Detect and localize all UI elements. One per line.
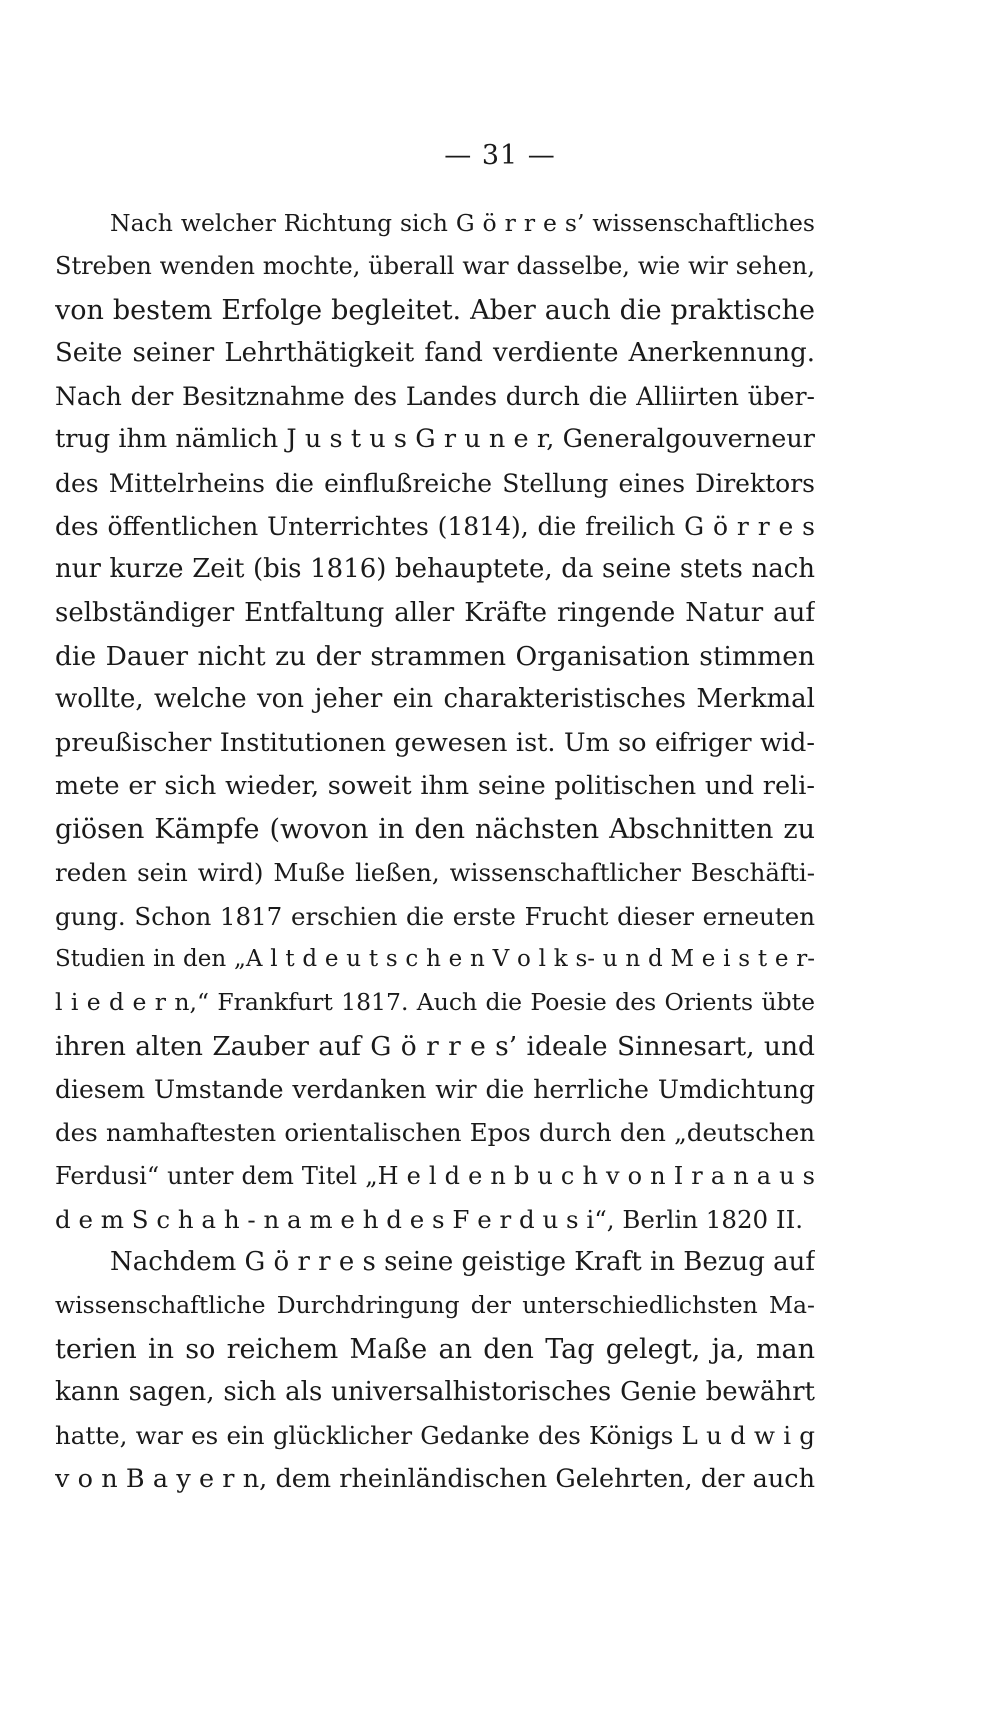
text-line: des namhaftesten orientalischen Epos durch den „deutschen <box>55 1118 815 1148</box>
text-line: wollte, welche von jeher ein charakteristisches Merkmal <box>55 684 815 715</box>
text-line: preußischer Institutionen gewesen ist. Um so eifriger wid- <box>55 727 815 758</box>
text-line: reden sein wird) Muße ließen, wissenschaftlicher Beschäfti- <box>55 858 815 888</box>
text-line: Studien in den „A l t d e u t s c h e n V o l k s- u n d M e i s t e r- <box>55 946 815 973</box>
text-line: Nach welcher Richtung sich G ö r r e s’ wissenschaftliches <box>110 209 815 237</box>
text-line: des Mittelrheins die einflußreiche Stellung eines Direktors <box>55 468 815 498</box>
text-line: trug ihm nämlich J u s t u s G r u n e r, Generalgouverneur <box>55 424 815 455</box>
text-line: terien in so reichem Maße an den Tag gelegt, ja, man <box>55 1333 815 1365</box>
text-line: Nachdem G ö r r e s seine geistige Kraft in Bezug auf <box>110 1247 815 1278</box>
text-line: Nach der Besitznahme des Landes durch die Alliirten über- <box>55 382 815 412</box>
text-line: kann sagen, sich als universalhistorisches Genie bewährt <box>55 1377 815 1408</box>
page-number: — 31 — <box>444 140 556 171</box>
text-line: selbständiger Entfaltung aller Kräfte ringende Natur auf <box>55 597 815 628</box>
text-line: mete er sich wieder, soweit ihm seine politischen und reli- <box>55 770 815 801</box>
text-line: des öffentlichen Unterrichtes (1814), die freilich G ö r r e s <box>55 512 815 542</box>
text-line: die Dauer nicht zu der strammen Organisation stimmen <box>55 640 815 672</box>
text-line: hatte, war es ein glücklicher Gedanke des Königs L u d w i g <box>55 1421 815 1451</box>
text-line: Seite seiner Lehrthätigkeit fand verdiente Anerkennung. <box>55 337 815 368</box>
text-line: giösen Kämpfe (wovon in den nächsten Abschnitten zu <box>55 814 815 846</box>
text-line: nur kurze Zeit (bis 1816) behauptete, da seine stets nach <box>55 554 815 585</box>
text-line: diesem Umstande verdanken wir die herrliche Umdichtung <box>55 1074 815 1104</box>
text-line: Streben wenden mochte, überall war dasselbe, wie wir sehen, <box>55 252 815 281</box>
text-line: Ferdusi“ unter dem Titel „H e l d e n b u c h v o n I r a n a u s <box>55 1161 815 1190</box>
text-line: wissenschaftliche Durchdringung der unterschiedlichsten Ma- <box>55 1291 815 1320</box>
text-line: ihren alten Zauber auf G ö r r e s’ ideale Sinnesart, und <box>55 1030 815 1062</box>
text-line: d e m S c h a h - n a m e h d e s F e r d u s i“, Berlin 1820 II. <box>55 1204 804 1234</box>
text-line: gung. Schon 1817 erschien die erste Frucht dieser erneuten <box>55 901 815 931</box>
text-line: l i e d e r n,“ Frankfurt 1817. Auch die Poesie des Orients übte <box>55 988 815 1017</box>
body-text <box>55 202 815 1501</box>
text-line: v o n B a y e r n, dem rheinländischen Gelehrten, der auch <box>55 1463 815 1494</box>
text-line: von bestem Erfolge begleitet. Aber auch die praktische <box>55 294 815 326</box>
